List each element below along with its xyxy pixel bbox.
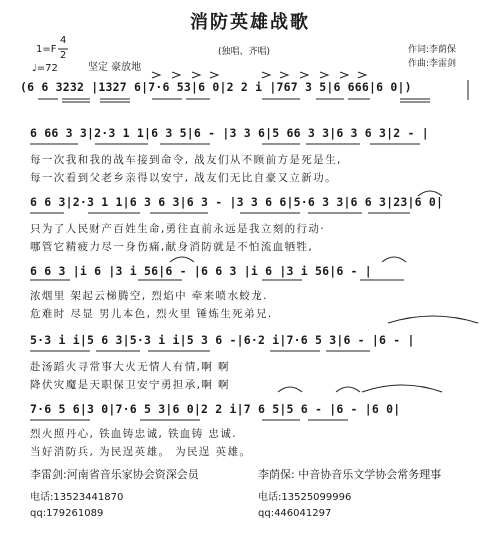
system-5-notation: 7·6 5 6|3 0|7·6 5 3|6 0|2 2 i|7 6 5|5 6 - |6 - |6 0| [30,402,401,416]
system-3-lyric-verse-2: 危难时 尽显 男儿本色, 烈火里 锤炼生死弟兄. [30,308,273,320]
time-signature-top: 4 [60,35,67,46]
system-5-lyric-verse-2: 当好消防兵, 为民逞英雄。 为民逞 英雄。 [30,446,252,458]
lyricist-qq: qq:446041297 [258,508,332,519]
expression-marking: 坚定 豪放地 [88,62,142,73]
time-signature-bottom: 2 [60,50,67,61]
system-3-lyric-verse-1: 浓烟里 架起云梯腾空, 烈焰中 牵来喷水蛟龙. [30,290,268,302]
composer-qq: qq:179261089 [30,508,104,519]
system-5-lyric-verse-1: 烈火照丹心, 铁血铸忠诚, 铁血铸 忠诚. [30,428,237,440]
composer-phone: 电话:13523441870 [30,492,124,503]
lyricist-credit: 作词:李荫保 [408,45,457,55]
system-4-lyric-verse-1: 赴汤蹈火寻常事大火无情人有情,啊 啊 [30,361,230,373]
system-3-notation: 6 6 3 |i 6 |3 i 56|6 - |6 6 3 |i 6 |3 i 56|6 - | [30,264,372,278]
system-2-lyric-verse-2: 哪管它精疲力尽一身伤痛,献身消防就是不怕流血牺牲, [30,241,314,253]
system-1-notation: 6 66 3 3|2·3 1 1|6 3 5|6 - |3 3 6|5 66 3 3|6 3 6 3|2 - | [30,126,429,140]
system-2-notation: 6 6 3|2·3 1 1|6 3 6 3|6 3 - |3 3 6 6|5·6 3 3|6 6 3|23|6 0| [30,195,444,209]
lyricist-info: 李荫保: 中音协音乐文学协会常务理事 [258,468,442,481]
key-signature: 1=F [36,44,57,55]
system-4-notation: 5·3 i i|5 6 3|5·3 i i|5 3 6 -|6·2 i|7·6 5 3|6 - |6 - | [30,333,415,347]
intro-notation: (6 6 3232 |1327 6|7·6 53|6 0|2 2 i |767 3 5|6 666|6 0|) [20,80,412,94]
song-title: 消防英雄战歌 [190,12,310,33]
lyricist-phone: 电话:13525099996 [258,492,352,503]
system-1-lyric-verse-1: 每一次我和我的战车接到命令, 战友们从不顾前方是死是生, [30,154,342,166]
composer-credit: 作曲:李雷剑 [408,59,457,69]
system-1-lyric-verse-2: 每一次看到父老乡亲得以安宁, 战友们无比自豪又立新功。 [30,172,337,184]
performance-style: (独唱、齐唱) [218,47,271,57]
system-4-lyric-verse-2: 降伏灾魔是天职保卫安宁勇担承,啊 啊 [30,379,230,391]
tempo-marking: ♩=72 [32,63,58,74]
composer-info: 李雷剑:河南省音乐家协会资深会员 [30,468,199,481]
system-2-lyric-verse-1: 只为了人民财产百姓生命,勇往直前永远是我立刻的行动· [30,223,326,235]
